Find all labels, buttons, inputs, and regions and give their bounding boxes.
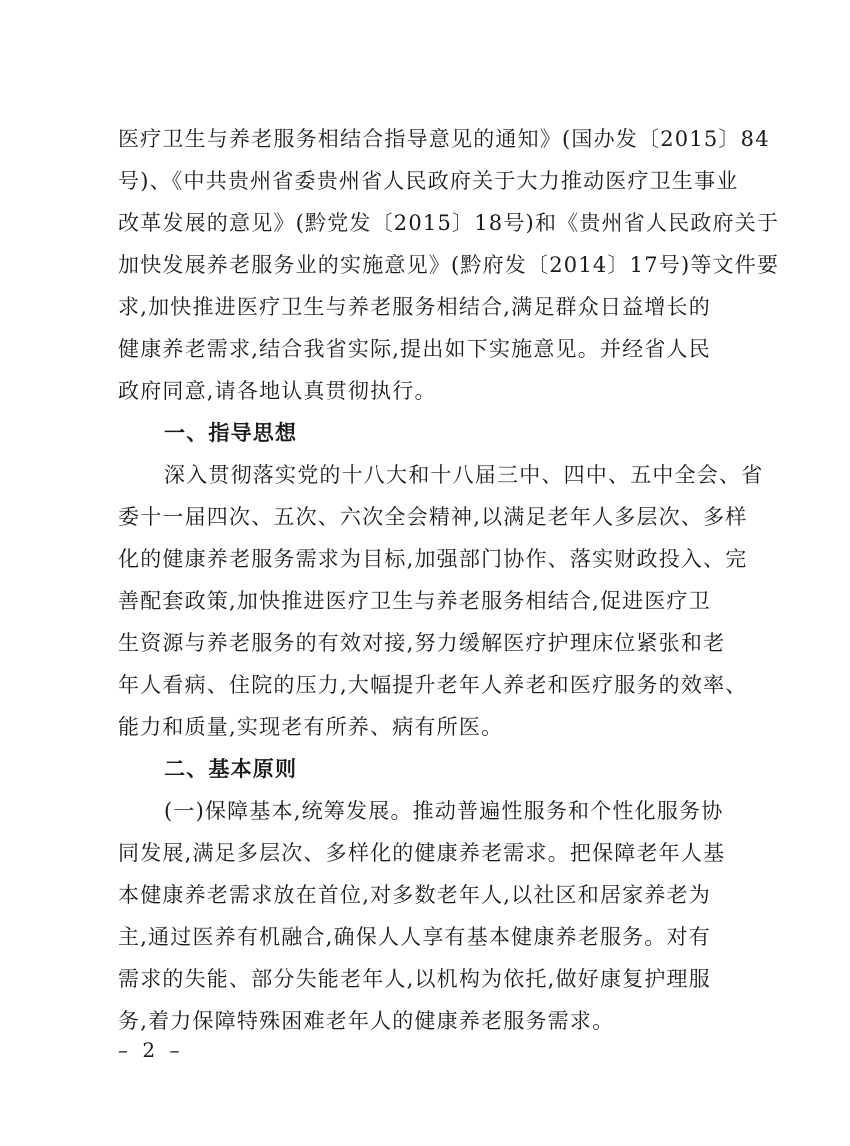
body-line: 深入贯彻落实党的十八大和十八届三中、四中、五中全会、省 — [164, 463, 764, 487]
body-line: 号)、《中共贵州省委贵州省人民政府关于大力推动医疗卫生事业 — [118, 169, 739, 193]
body-line: 能力和质量,实现老有所养、病有所医。 — [118, 715, 504, 739]
body-line: 善配套政策,加快推进医疗卫生与养老服务相结合,促进医疗卫 — [118, 589, 711, 613]
body-line: 需求的失能、部分失能老年人,以机构为依托,做好康复护理服 — [118, 967, 711, 991]
body-line: 政府同意,请各地认真贯彻执行。 — [118, 379, 437, 403]
body-line: 加快发展养老服务业的实施意见》(黔府发〔2014〕17号)等文件要 — [118, 253, 780, 277]
section-heading-basic-principles: 二、基本原则 — [164, 757, 298, 781]
body-line: 委十一届四次、五次、六次全会精神,以满足老年人多层次、多样 — [118, 505, 748, 529]
body-line: 主,通过医养有机融合,确保人人享有基本健康养老服务。对有 — [118, 925, 711, 949]
body-line: 年人看病、住院的压力,大幅提升老年人养老和医疗服务的效率、 — [118, 673, 748, 697]
body-line: 本健康养老需求放在首位,对多数老年人,以社区和居家养老为 — [118, 883, 711, 907]
body-line: 生资源与养老服务的有效对接,努力缓解医疗护理床位紧张和老 — [118, 631, 726, 655]
body-line: 化的健康养老服务需求为目标,加强部门协作、落实财政投入、完 — [118, 547, 748, 571]
section-heading-guiding-ideology: 一、指导思想 — [164, 421, 298, 445]
body-line: 健康养老需求,结合我省实际,提出如下实施意见。并经省人民 — [118, 337, 711, 361]
document-body — [118, 118, 780, 1042]
body-line: 医疗卫生与养老服务相结合指导意见的通知》(国办发〔2015〕84 — [118, 127, 770, 151]
body-line: 务,着力保障特殊困难老年人的健康养老服务需求。 — [118, 1009, 615, 1033]
body-line: (一)保障基本,统筹发展。推动普遍性服务和个性化服务协 — [164, 799, 724, 823]
body-line: 同发展,满足多层次、多样化的健康养老需求。把保障老年人基 — [118, 841, 726, 865]
page-number: – 2 – — [118, 1038, 184, 1062]
body-line: 改革发展的意见》(黔党发〔2015〕18号)和《贵州省人民政府关于 — [118, 211, 780, 235]
body-line: 求,加快推进医疗卫生与养老服务相结合,满足群众日益增长的 — [118, 295, 711, 319]
